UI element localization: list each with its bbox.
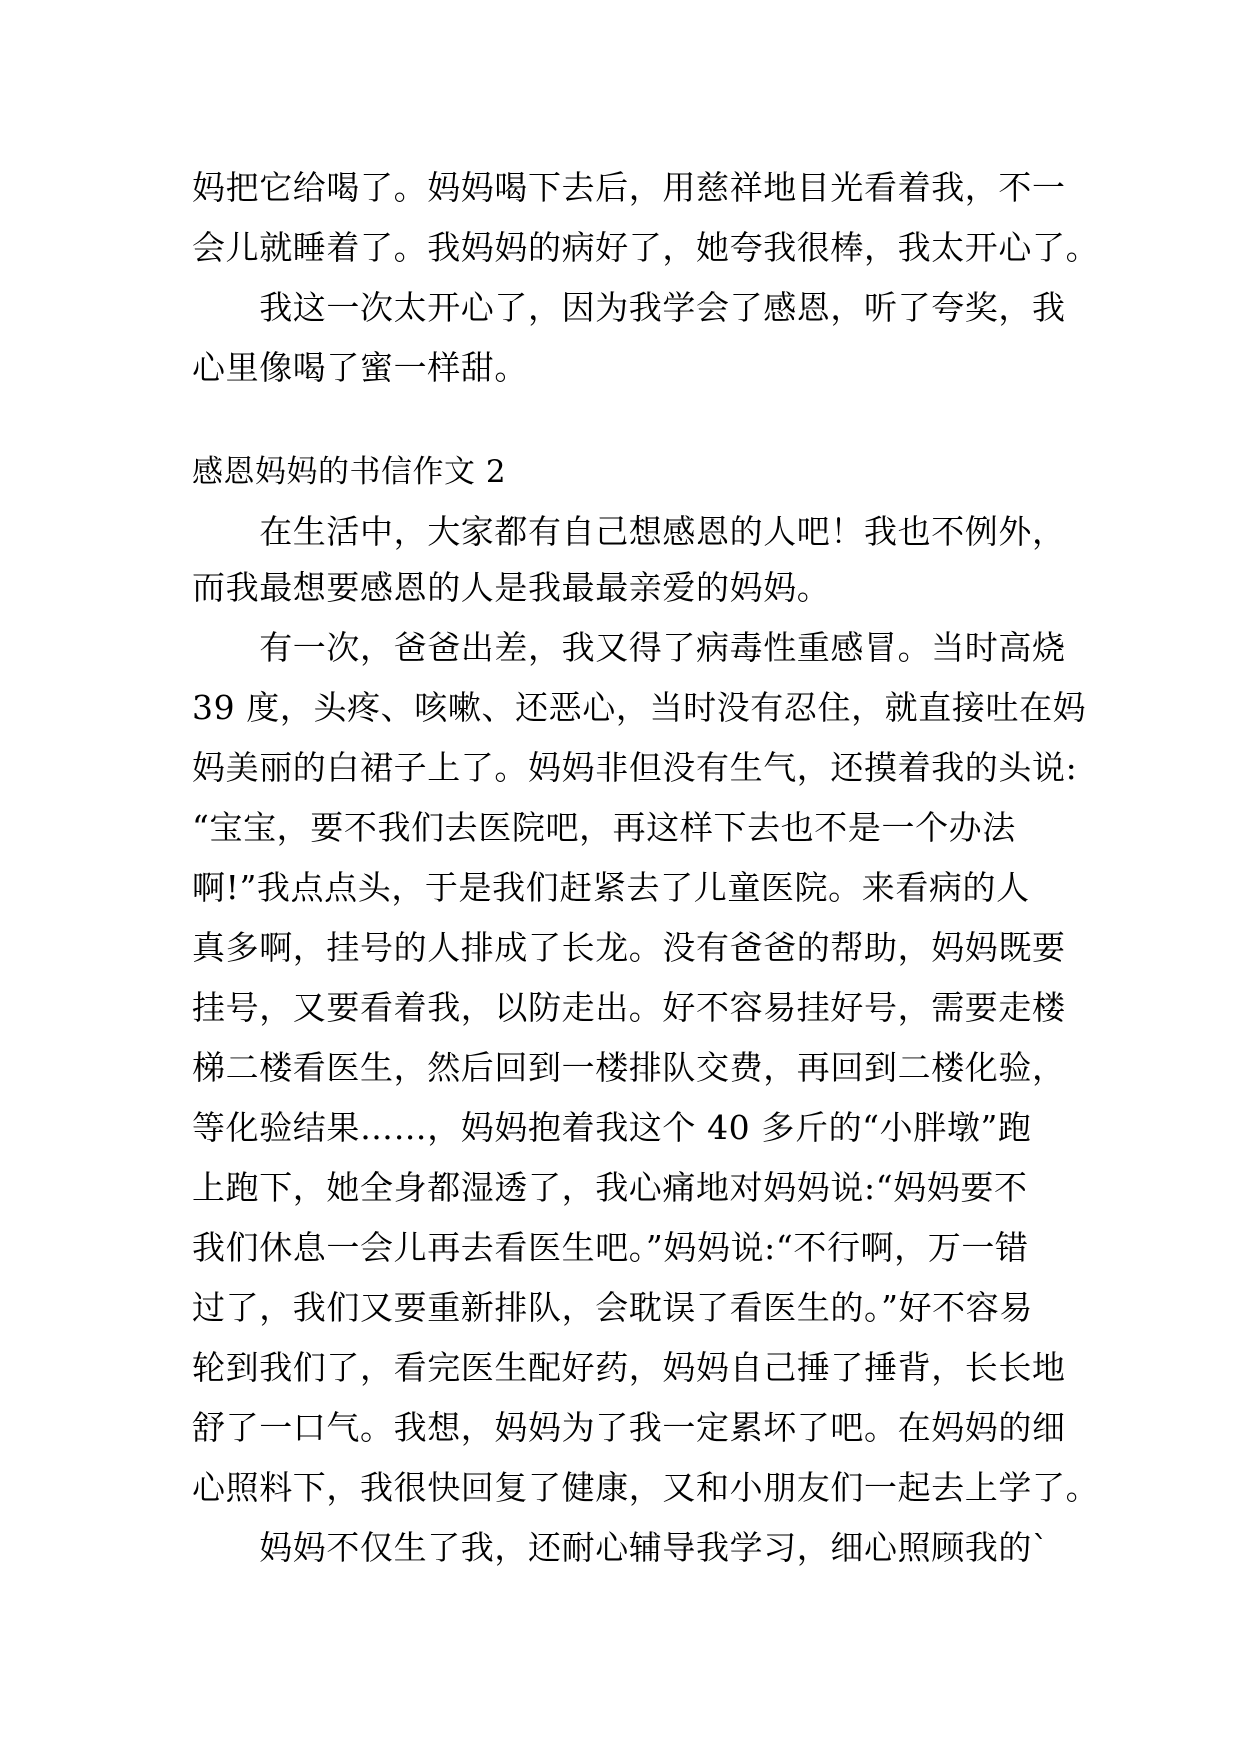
paragraph-line: 挂号，又要看着我，以防走出。好不容易挂好号，需要走楼 bbox=[192, 988, 1066, 1027]
paragraph-line: 轮到我们了，看完医生配好药，妈妈自己捶了捶背，长长地 bbox=[192, 1348, 1066, 1387]
paragraph-line: 心照料下，我很快回复了健康，又和小朋友们一起去上学了。 bbox=[192, 1468, 1100, 1507]
paragraph-line: 妈妈不仅生了我，还耐心辅导我学习，细心照顾我的` bbox=[192, 1528, 1050, 1567]
paragraph-line: 我这一次太开心了，因为我学会了感恩，听了夸奖，我 bbox=[192, 288, 1066, 327]
paragraph-line: 舒了一口气。我想，妈妈为了我一定累坏了吧。在妈妈的细 bbox=[192, 1408, 1066, 1447]
paragraph-line: 有一次，爸爸出差，我又得了病毒性重感冒。当时高烧 bbox=[192, 628, 1066, 667]
paragraph-line: 而我最想要感恩的人是我最最亲爱的妈妈。 bbox=[192, 568, 831, 607]
paragraph-line: 过了，我们又要重新排队，会耽误了看医生的。”好不容易 bbox=[192, 1288, 1033, 1327]
paragraph-line: 我们休息一会儿再去看医生吧。”妈妈说:“不行啊，万一错 bbox=[192, 1228, 1029, 1267]
paragraph-line: 啊!”我点点头，于是我们赶紧去了儿童医院。来看病的人 bbox=[192, 868, 1030, 907]
paragraph-line: “宝宝，要不我们去医院吧，再这样下去也不是一个办法 bbox=[192, 808, 1016, 847]
paragraph-line: 上跑下，她全身都湿透了，我心痛地对妈妈说:“妈妈要不 bbox=[192, 1168, 1028, 1207]
paragraph-line: 妈美丽的白裙子上了。妈妈非但没有生气，还摸着我的头说: bbox=[192, 748, 1078, 787]
paragraph-line: 妈把它给喝了。妈妈喝下去后，用慈祥地目光看着我，不一 bbox=[192, 168, 1066, 207]
paragraph-line: 梯二楼看医生，然后回到一楼排队交费，再回到二楼化验， bbox=[192, 1048, 1066, 1087]
paragraph-line: 真多啊，挂号的人排成了长龙。没有爸爸的帮助，妈妈既要 bbox=[192, 928, 1066, 967]
paragraph-line: 39 度，头疼、咳嗽、还恶心，当时没有忍住，就直接吐在妈 bbox=[192, 688, 1087, 727]
paragraph-line: 会儿就睡着了。我妈妈的病好了，她夸我很棒，我太开心了。 bbox=[192, 228, 1100, 267]
paragraph-line: 心里像喝了蜜一样甜。 bbox=[192, 348, 528, 387]
section-title: 感恩妈妈的书信作文 2 bbox=[192, 454, 507, 490]
paragraph-line: 等化验结果……，妈妈抱着我这个 40 多斤的“小胖墩”跑 bbox=[192, 1108, 1032, 1147]
paragraph-line: 在生活中，大家都有自己想感恩的人吧！我也不例外， bbox=[192, 512, 1066, 551]
